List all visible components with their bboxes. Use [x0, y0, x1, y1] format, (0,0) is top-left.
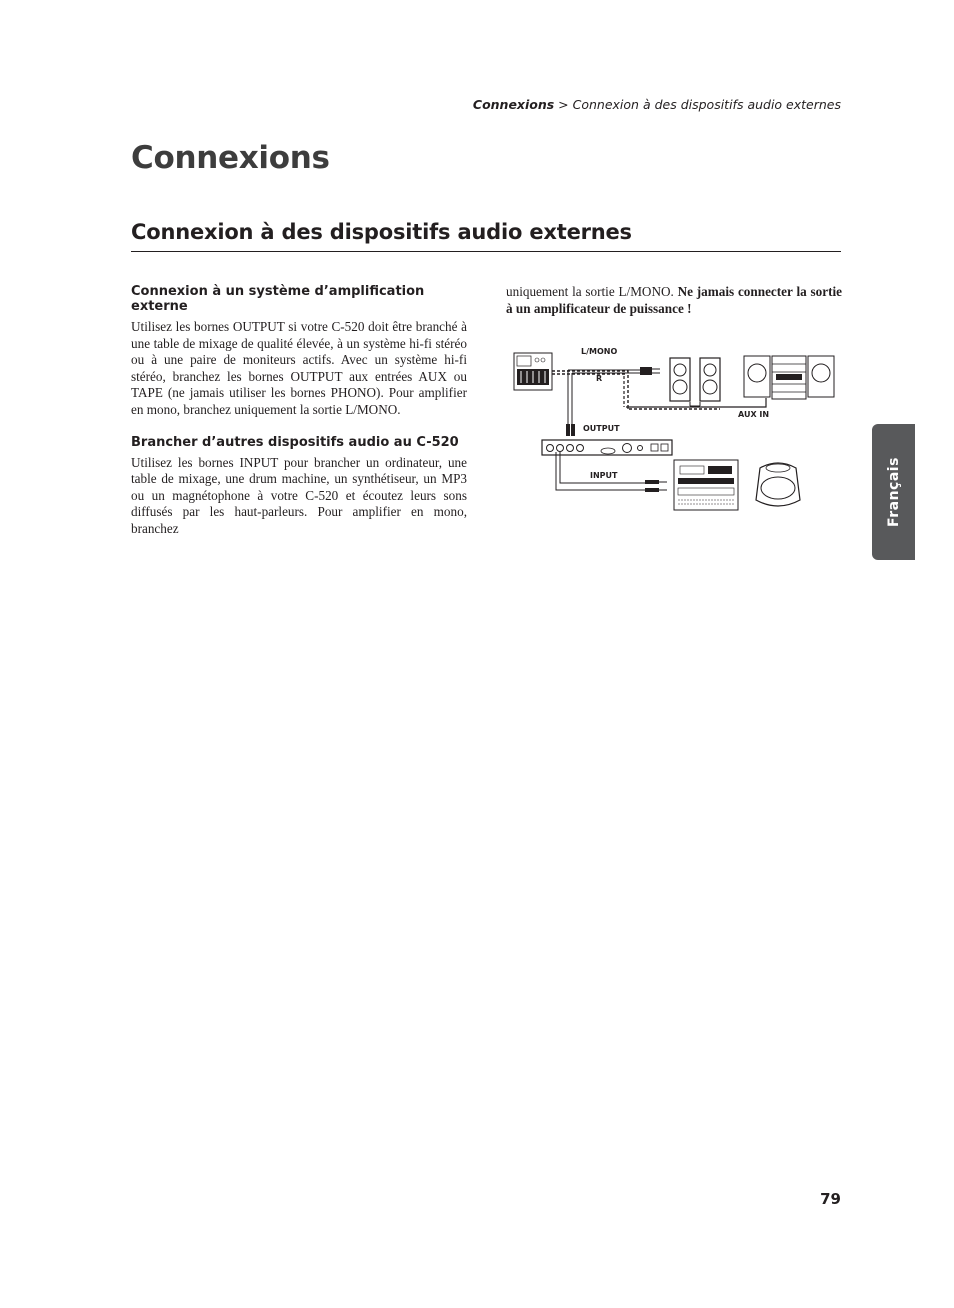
- mixer-device-image: [514, 353, 552, 390]
- drum-machine-image: [674, 460, 738, 510]
- c520-rear-panel-image: [542, 440, 672, 455]
- label-aux-in: AUX IN: [738, 410, 770, 419]
- breadcrumb: [473, 97, 841, 112]
- paragraph-amplification: Utilisez les bornes OUTPUT si votre C-520 doit être branché à une table de mixage de qualité élevée, à un système hi-fi stéréo ou à une paire de moniteurs actifs. Avec un système hi-fi stéréo, branchez les bornes OUTPUT aux entrées AUX ou TAPE (ne jamais utiliser les bornes PHONO). Pour amplifier en mono, branchez uniquement la sortie L/MONO.: [131, 319, 467, 417]
- paragraph-other-devices: Utilisez les bornes INPUT pour brancher un ordinateur, une table de mixage, une drum machine, un synthétiseur, un MP3 ou un magnétophone à votre C-520 et écoutez leurs sons diffusés par les haut-parleurs. Pour amplifier en mono, branchez: [131, 454, 467, 536]
- breadcrumb-current: > Connexion à des dispositifs audio externes: [554, 97, 841, 112]
- subheading-other-devices: Brancher d’autres dispositifs audio au C-520: [131, 434, 459, 450]
- breadcrumb-section: Connexions: [472, 97, 555, 112]
- paragraph-continued-text: uniquement la sortie L/MONO.: [506, 284, 678, 299]
- connection-diagram: [510, 340, 845, 515]
- left-column: [131, 284, 467, 538]
- monitor-speakers-image: [670, 358, 720, 401]
- page-number: 79: [820, 1190, 841, 1208]
- language-tab-label: Français: [885, 457, 902, 527]
- label-output: OUTPUT: [583, 424, 620, 433]
- language-tab: [872, 424, 915, 560]
- label-lmono: L/MONO: [581, 347, 618, 356]
- page-title: Connexions: [131, 140, 330, 176]
- label-r: R: [596, 374, 603, 383]
- section-divider: [131, 251, 841, 252]
- paragraph-continued: [506, 284, 842, 317]
- warning-text: Ne jamais connecter la sortie à un amplificateur de puissance !: [506, 284, 842, 316]
- section-title: Connexion à des dispositifs audio externes: [131, 220, 632, 244]
- portable-player-image: [756, 463, 800, 506]
- right-column: [506, 284, 842, 317]
- subheading-amplification: Connexion à un système d’amplification externe: [131, 284, 425, 314]
- hifi-system-image: [744, 356, 834, 399]
- label-input: INPUT: [590, 471, 618, 480]
